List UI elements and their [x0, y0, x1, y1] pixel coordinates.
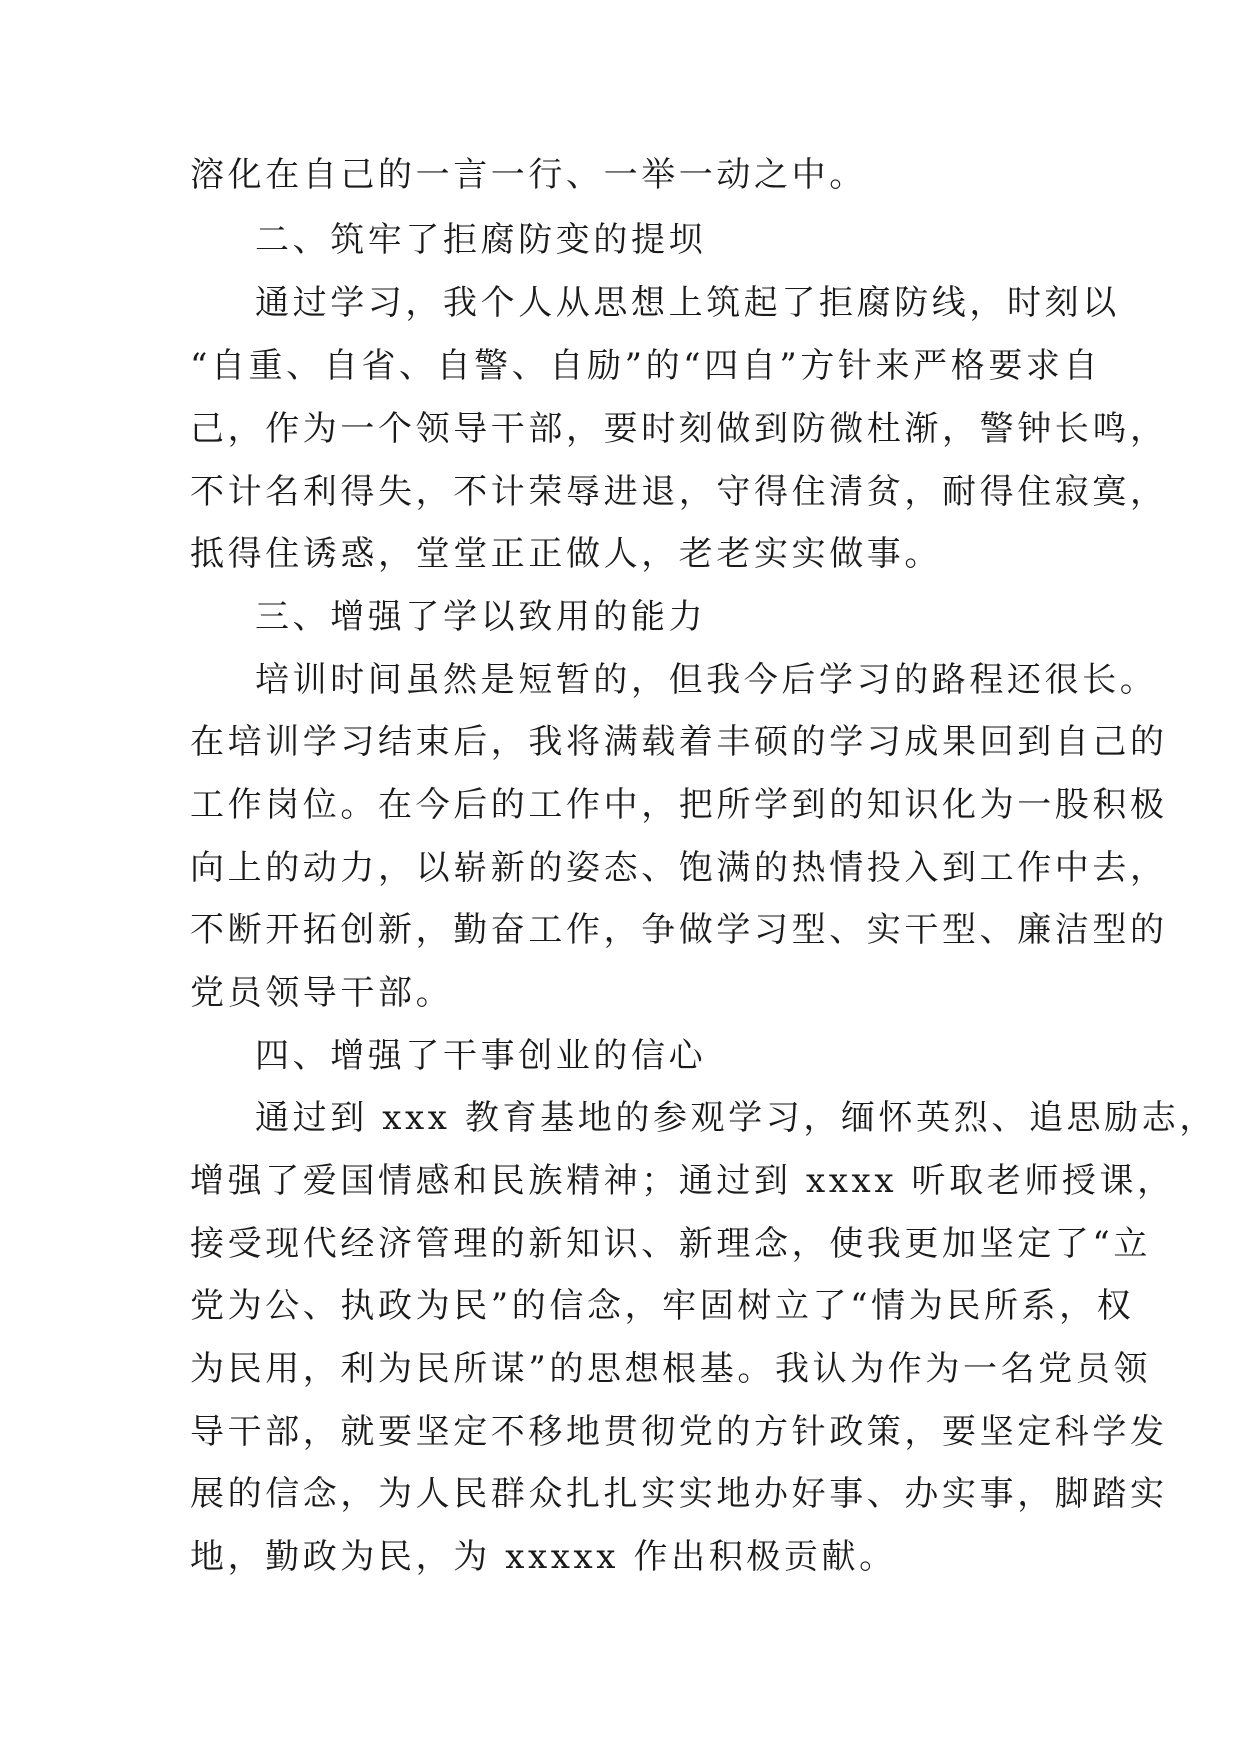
- text-line: 为民用，利为民所谋”的思想根基。我认为作为一名党员领: [190, 1349, 1151, 1389]
- section-heading: 三、增强了学以致用的能力: [255, 597, 707, 637]
- text-line: 增强了爱国情感和民族精神；通过到 xxxx 听取老师授课，: [190, 1161, 1175, 1201]
- text-line: 展的信念，为人民群众扎扎实实地办好事、办实事，脚踏实: [190, 1474, 1168, 1514]
- text-line: 通过学习，我个人从思想上筑起了拒腐防线，时刻以: [255, 283, 1120, 323]
- text-line: 抵得住诱惑，堂堂正正做人，老老实实做事。: [190, 534, 942, 574]
- text-line: 通过到 xxx 教育基地的参观学习，缅怀英烈、追思励志，: [255, 1098, 1217, 1138]
- text-line: 导干部，就要坚定不移地贯彻党的方针政策，要坚定科学发: [190, 1412, 1168, 1452]
- text-line: 不断开拓创新，勤奋工作，争做学习型、实干型、廉洁型的: [190, 910, 1168, 950]
- text-line: 党员领导干部。: [190, 973, 454, 1013]
- section-heading: 二、筑牢了拒腐防变的提坝: [255, 220, 707, 260]
- text-line: 不计名利得失，不计荣辱进退，守得住清贫，耐得住寂寞，: [190, 472, 1168, 512]
- section-heading: 四、增强了干事创业的信心: [255, 1036, 707, 1076]
- text-line: “自重、自省、自警、自励”的“四自”方针来严格要求自: [190, 346, 1102, 386]
- text-line: 向上的动力，以崭新的姿态、饱满的热情投入到工作中去，: [190, 848, 1168, 888]
- text-line: 党为公、执政为民”的信念，牢固树立了“情为民所系，权: [190, 1286, 1135, 1326]
- text-line: 溶化在自己的一言一行、一举一动之中。: [190, 155, 867, 195]
- text-line: 培训时间虽然是短暂的，但我今后学习的路程还很长。: [255, 660, 1158, 700]
- text-line: 己，作为一个领导干部，要时刻做到防微杜渐，警钟长鸣，: [190, 409, 1168, 449]
- text-line: 在培训学习结束后，我将满载着丰硕的学习成果回到自己的: [190, 722, 1168, 762]
- text-line: 接受现代经济管理的新知识、新理念，使我更加坚定了“立: [190, 1224, 1151, 1264]
- text-line: 工作岗位。在今后的工作中，把所学到的知识化为一股积极: [190, 785, 1168, 825]
- text-line: 地，勤政为民，为 xxxxx 作出积极贡献。: [190, 1537, 897, 1577]
